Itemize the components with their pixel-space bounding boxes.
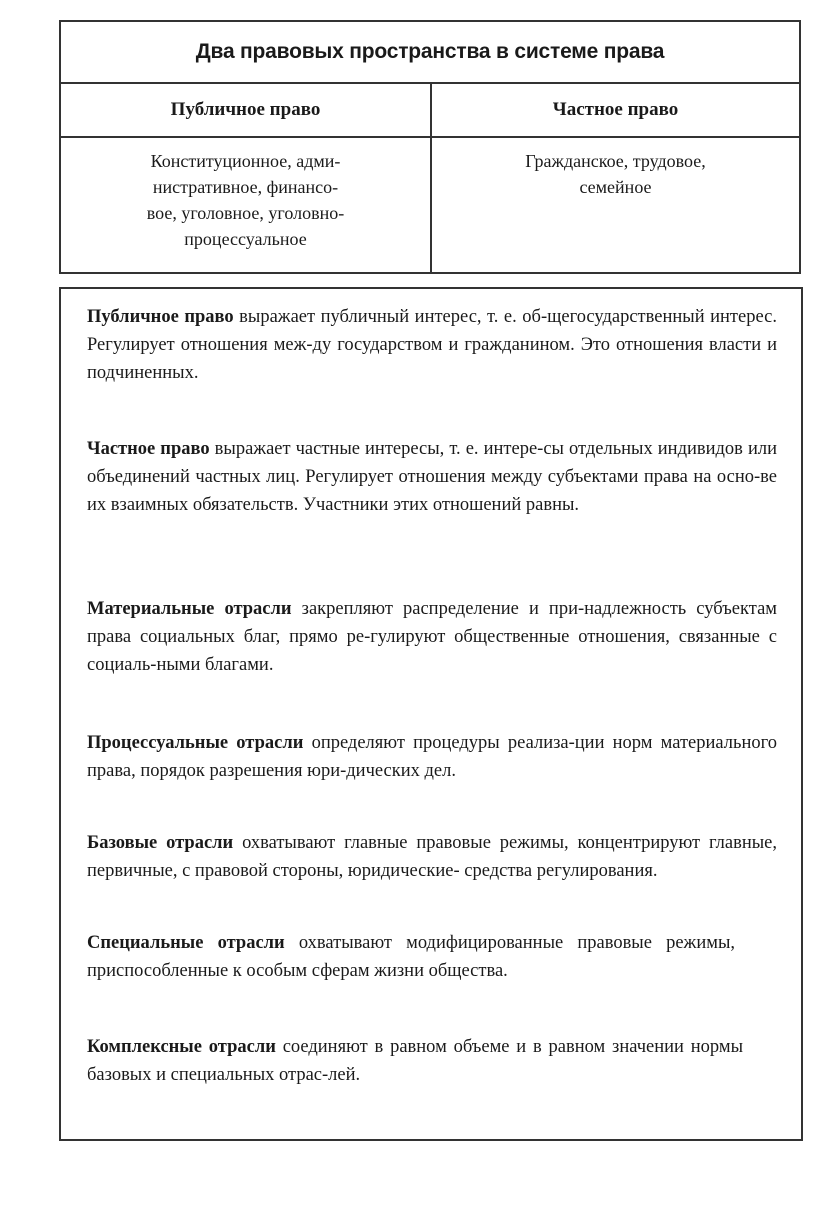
public-branches-line: процессуальное bbox=[184, 229, 307, 249]
public-law-header: Публичное право bbox=[61, 84, 432, 136]
table-title: Два правовых пространства в системе права bbox=[61, 22, 799, 84]
private-law-branches bbox=[432, 138, 799, 272]
definition-material-branches bbox=[87, 595, 777, 679]
definition-text: охватывают модифицированные правовые режимы, приспособленные к особым сферам жизни общества. bbox=[87, 933, 736, 981]
definition-text: соединяют в равном объеме и в равном значении нормы базовых и специальных отрас-лей. bbox=[87, 1037, 743, 1085]
private-branches-line: Гражданское, трудовое, bbox=[525, 151, 706, 171]
private-branches-line: семейное bbox=[579, 177, 652, 197]
definition-term: Процессуальные отрасли bbox=[87, 733, 304, 753]
definition-complex-branches bbox=[87, 1033, 743, 1089]
definition-term: Материальные отрасли bbox=[87, 599, 292, 619]
definition-text: охватывают главные правовые режимы, концентрируют главные, первичные, с правовой стороны, юридические- средства регулирования. bbox=[87, 833, 777, 881]
definition-text: закрепляют распределение и при-надлежность субъектам права социальных благ, прямо ре-гулируют общественные отношения, связанные с социаль-ными благами. bbox=[87, 599, 777, 675]
public-branches-line: вое, уголовное, уголовно- bbox=[146, 203, 345, 223]
definition-special-branches bbox=[87, 929, 735, 985]
definition-procedural-branches bbox=[87, 729, 777, 785]
public-branches-line: Конституционное, адми- bbox=[150, 151, 341, 171]
definition-text: выражает частные интересы, т. е. интере-сы отдельных индивидов или объединений частных лиц. Регулирует отношения между субъектами права на осно-ве их взаимных обязательств. Участники этих отношений равны. bbox=[87, 439, 777, 515]
private-law-header: Частное право bbox=[552, 99, 679, 120]
table-header-row bbox=[61, 84, 799, 138]
definitions-box bbox=[59, 287, 803, 1141]
definition-term: Специальные отрасли bbox=[87, 933, 285, 953]
public-law-branches bbox=[61, 138, 432, 272]
definition-term: Публичное право bbox=[87, 307, 234, 327]
definition-basic-branches bbox=[87, 829, 777, 885]
table-body-row bbox=[61, 138, 799, 272]
law-spaces-table bbox=[59, 20, 801, 274]
definition-text: выражает публичный интерес, т. е. об-щегосударственный интерес. Регулирует отношения меж-ду государством и гражданином. Это отношения власти и подчиненных. bbox=[87, 307, 777, 383]
definition-term: Частное право bbox=[87, 439, 210, 459]
public-branches-line: нистративное, финансо- bbox=[152, 177, 339, 197]
definition-public-law bbox=[87, 303, 777, 387]
definition-private-law bbox=[87, 435, 777, 519]
definition-term: Базовые отрасли bbox=[87, 833, 234, 853]
definition-text: определяют процедуры реализа-ции норм материального права, порядок разрешения юри-дических дел. bbox=[87, 733, 777, 781]
definition-term: Комплексные отрасли bbox=[87, 1037, 276, 1057]
